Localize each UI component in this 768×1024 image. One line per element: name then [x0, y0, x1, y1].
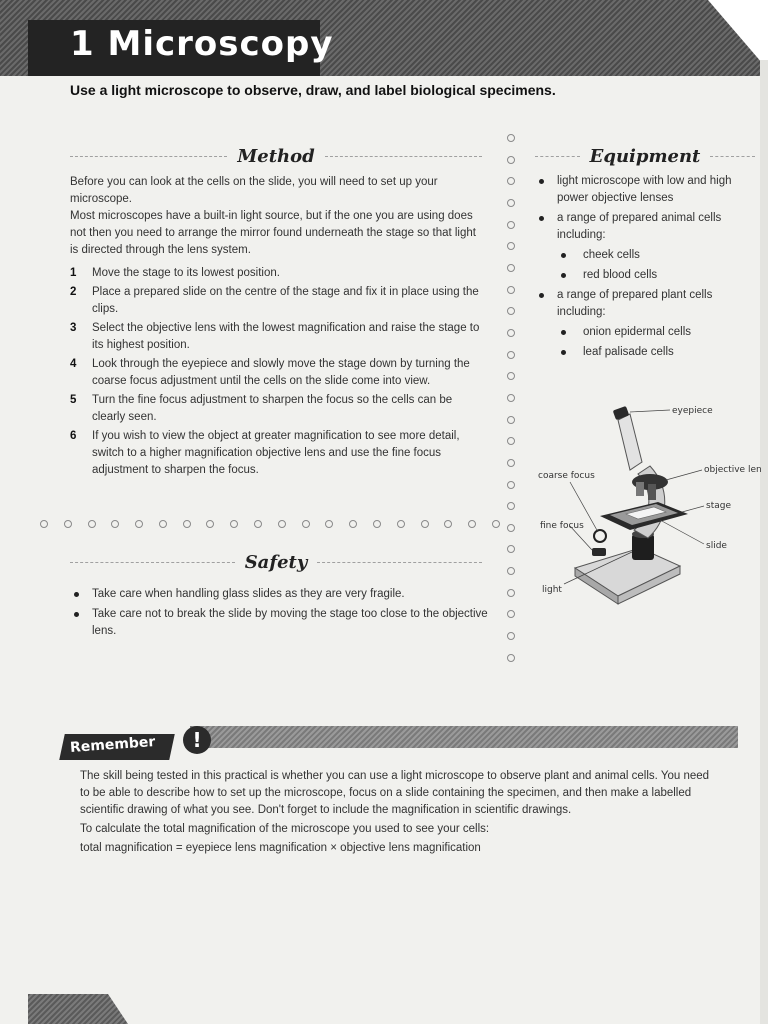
step-item: [70, 265, 482, 282]
label-stage: stage: [706, 501, 731, 511]
equipment-subitem: cheek cells: [557, 247, 755, 264]
equipment-subitem: red blood cells: [557, 267, 755, 284]
safety-title: Safety: [244, 552, 308, 573]
rule: [317, 562, 482, 563]
dot-divider-vertical: [507, 134, 515, 662]
step-number: 1: [70, 267, 77, 279]
page-subtitle: Use a light microscope to observe, draw, and label biological specimens.: [70, 82, 556, 98]
step-text: Move the stage to its lowest position.: [92, 267, 280, 279]
step-text: Turn the fine focus adjustment to sharpen the focus so the cells can be clearly seen.: [92, 394, 453, 423]
remember-bar: [190, 726, 738, 748]
equipment-item: [535, 210, 755, 284]
method-title: Method: [237, 146, 315, 167]
step-text: Look through the eyepiece and slowly move the stage down by turning the coarse focus adjustment until the cells on the slide come into view.: [92, 358, 470, 387]
label-coarse-focus: coarse focus: [538, 471, 595, 481]
safety-item: Take care not to break the slide by moving the stage too close to the objective lens.: [70, 606, 490, 640]
microscope-diagram: [530, 398, 768, 608]
remember-label: Remember: [69, 734, 156, 756]
safety-item: Take care when handling glass slides as they are very fragile.: [70, 586, 490, 603]
equipment-subitem: onion epidermal cells: [557, 324, 755, 341]
remember-formula: total magnification = eyepiece lens magnification × objective lens magnification: [80, 842, 481, 854]
rule: [325, 156, 482, 157]
remember-text: [80, 768, 720, 859]
equipment-text: light microscope with low and high power objective lenses: [557, 175, 732, 204]
label-fine-focus: fine focus: [540, 521, 584, 531]
step-item: [70, 320, 482, 354]
step-text: If you wish to view the object at greater magnification to see more detail, switch to a higher magnification objective lens and use the fine focus adjustment to sharpen the focus.: [92, 430, 460, 476]
remember-paragraph: The skill being tested in this practical is whether you can use a light microscope to observe plant and animal cells. You need to be able to describe how to set up the microscope, focus on a slide containing the specimen, and then make a labelled scientific drawing of what you see. Don't forget to include the magnification in scientific drawings.: [80, 770, 710, 816]
step-number: 6: [70, 430, 77, 442]
page-title: 1 Microscopy: [70, 24, 334, 64]
microscope-illustration: [575, 406, 688, 604]
label-slide: slide: [706, 541, 727, 551]
step-item: [70, 356, 482, 390]
safety-heading: [70, 552, 482, 573]
step-item: [70, 428, 482, 479]
intro-paragraph: Most microscopes have a built-in light source, but if the one you are using does not then you need to arrange the mirror found underneath the stage so that light is directed through the lens system.: [70, 210, 476, 256]
exclamation-icon: !: [183, 726, 211, 754]
step-number: 4: [70, 358, 77, 370]
equipment-list: [535, 173, 755, 364]
remember-paragraph: To calculate the total magnification of the microscope you used to see your cells:: [80, 823, 490, 835]
equipment-sublist: [557, 247, 755, 284]
rule: [70, 562, 235, 563]
corner-decoration: [28, 994, 128, 1024]
equipment-item: [535, 287, 755, 361]
method-intro: [70, 174, 482, 259]
rule: [710, 156, 755, 157]
label-light: light: [542, 585, 562, 595]
intro-paragraph: Before you can look at the cells on the slide, you will need to set up your microscope.: [70, 176, 438, 205]
equipment-text: a range of prepared plant cells including:: [557, 289, 713, 318]
step-item: [70, 392, 482, 426]
method-heading: [70, 146, 482, 167]
label-objective-lens: objective len: [704, 465, 762, 475]
equipment-item: [535, 173, 755, 207]
step-number: 3: [70, 322, 77, 334]
step-number: 5: [70, 394, 77, 406]
equipment-text: a range of prepared animal cells including:: [557, 212, 722, 241]
step-text: Select the objective lens with the lowest magnification and raise the stage to its highest position.: [92, 322, 480, 351]
equipment-subitem: leaf palisade cells: [557, 344, 755, 361]
safety-list: [70, 586, 490, 643]
method-steps: [70, 265, 482, 481]
step-number: 2: [70, 286, 77, 298]
equipment-title: Equipment: [589, 146, 701, 167]
equipment-heading: [535, 146, 755, 167]
equipment-sublist: [557, 324, 755, 361]
label-eyepiece: eyepiece: [672, 406, 713, 416]
dot-divider-horizontal: [40, 520, 500, 528]
step-item: [70, 284, 482, 318]
rule: [70, 156, 227, 157]
rule: [535, 156, 580, 157]
step-text: Place a prepared slide on the centre of the stage and fix it in place using the clips.: [92, 286, 479, 315]
